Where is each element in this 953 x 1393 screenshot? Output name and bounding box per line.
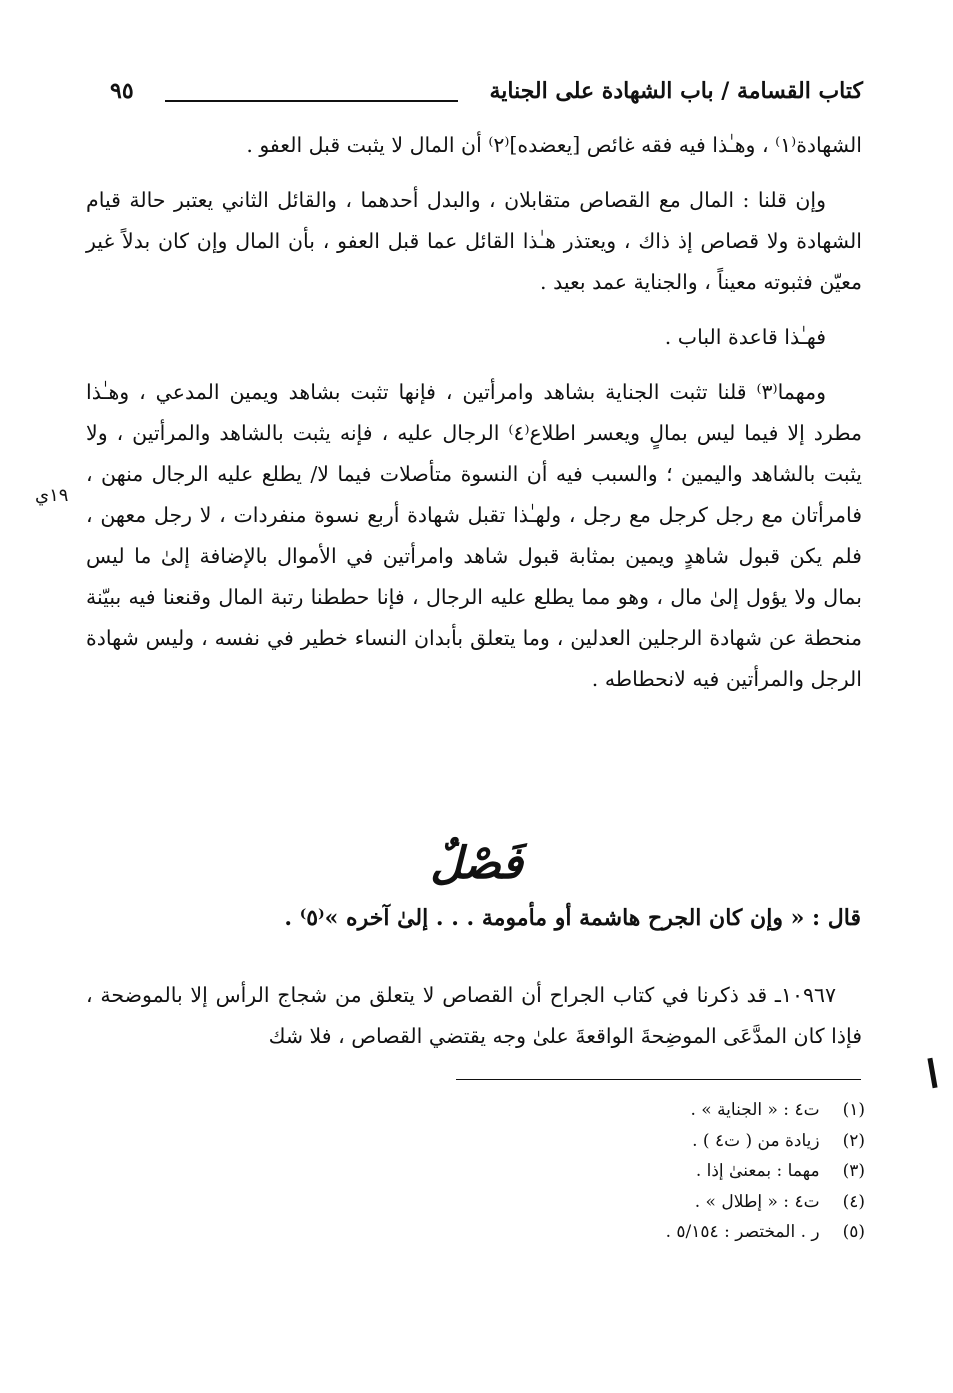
paragraph: فهـٰذا قاعدة الباب .: [664, 325, 826, 349]
footnote-number: (٣): [842, 1161, 865, 1181]
footnote: [666, 1217, 865, 1248]
running-header: [110, 78, 863, 118]
header-title: كتاب القسامة / باب الشهادة على الجناية: [489, 78, 863, 104]
paragraph-continuation: الشهادة⁽١⁾ ، وهـٰذا فيه فقه غائص [يعضده]⁽٢⁾ أن المال لا يثبت قبل العفو .: [246, 133, 862, 157]
numbered-paragraph: [86, 975, 862, 1057]
footnote-number: (٤): [842, 1191, 865, 1212]
footnote-text: زيادة من ( ت٤ ) .: [692, 1130, 820, 1151]
footnote: [666, 1187, 865, 1218]
footnote-text: ت٤ : « إطلال » .: [694, 1191, 820, 1212]
footnote-number: (١): [842, 1100, 865, 1120]
footnote: [666, 1126, 865, 1157]
paragraph: ١٠٩٦٧ـ قد ذكرنا في كتاب الجراح أن القصاص لا يتعلق من شجاج الرأس إلا بالموضحة ، فإذا كان المدَّعَى الموضِحةَ الواقعةَ علىٰ وجه يقتضي القصاص ، فلا شك: [86, 983, 862, 1048]
footnote: [666, 1095, 865, 1126]
margin-mark: [927, 1058, 937, 1088]
paragraph: ومهما⁽٣⁾ قلنا تثبت الجناية بشاهد وامرأتين ، فإنها تثبت بشاهد ويمين المدعي ، وهـٰذا مطرد إلا فيما ليس بمالٍ ويعسر اطلاع⁽٤⁾ الرجال عليه ، فإنه يثبت بالشاهد والمرأتين ، ولا يثبت بالشاهد واليمين ؛ والسبب فيه أن النسوة متأصلات فيما لا/ يطلع عليه الرجال منهن ، فامرأتان مع رجل كرجل مع رجل ، ولهـٰذا تقبل شهادة أربع نسوة منفردات ، لا رجل معهن ، فلم يكن قبول شاهدٍ ويمين بمثابة قبول شاهد وامرأتين في الأموال بالإضافة إلىٰ ما ليس بمال ولا يؤول إلىٰ مال ، وهو مما يطلع عليه الرجال ، فإنا حططنا رتبة المال وقنعنا فيه ببيّنة منحطة عن شهادة الرجلين العدلين ، وما يتعلق بأبدان النساء خطير في نفسه ، وليس شهادة الرجل والمرأتين فيه لانحطاطه .: [86, 380, 862, 691]
quoted-text-line: قال : « وإن كان الجرح هاشمة أو مأمومة . . . إلىٰ آخره »⁽٥⁾ .: [284, 905, 861, 931]
margin-note: ١٩ي: [35, 485, 69, 506]
section-heading: فَصْلٌ: [430, 838, 523, 889]
footnote-number: (٢): [842, 1130, 865, 1151]
header-rule: [165, 100, 458, 102]
page-number: ٩٥: [110, 78, 134, 104]
footnote: [666, 1156, 865, 1187]
footnotes: [666, 1095, 865, 1248]
footnote-rule: [456, 1079, 861, 1080]
footnote-text: ر . المختصر : ٥/١٥٤ .: [665, 1222, 820, 1242]
footnote-text: ت٤ : « الجناية » .: [690, 1100, 820, 1120]
footnote-text: مهما : بمعنىٰ إذا .: [695, 1161, 820, 1181]
footnote-number: (٥): [842, 1222, 865, 1242]
main-text: [86, 125, 862, 714]
paragraph: وإن قلنا : المال مع القصاص متقابلان ، والبدل أحدهما ، والقائل الثاني يعتبر حالة قيام الشهادة ولا قصاص إذ ذاك ، ويعتذر هـٰذا القائل عما قبل العفو ، بأن المال وإن كان بدلاً غير معيّن فثبوته معيناً ، والجناية عمد بعيد .: [86, 188, 862, 294]
